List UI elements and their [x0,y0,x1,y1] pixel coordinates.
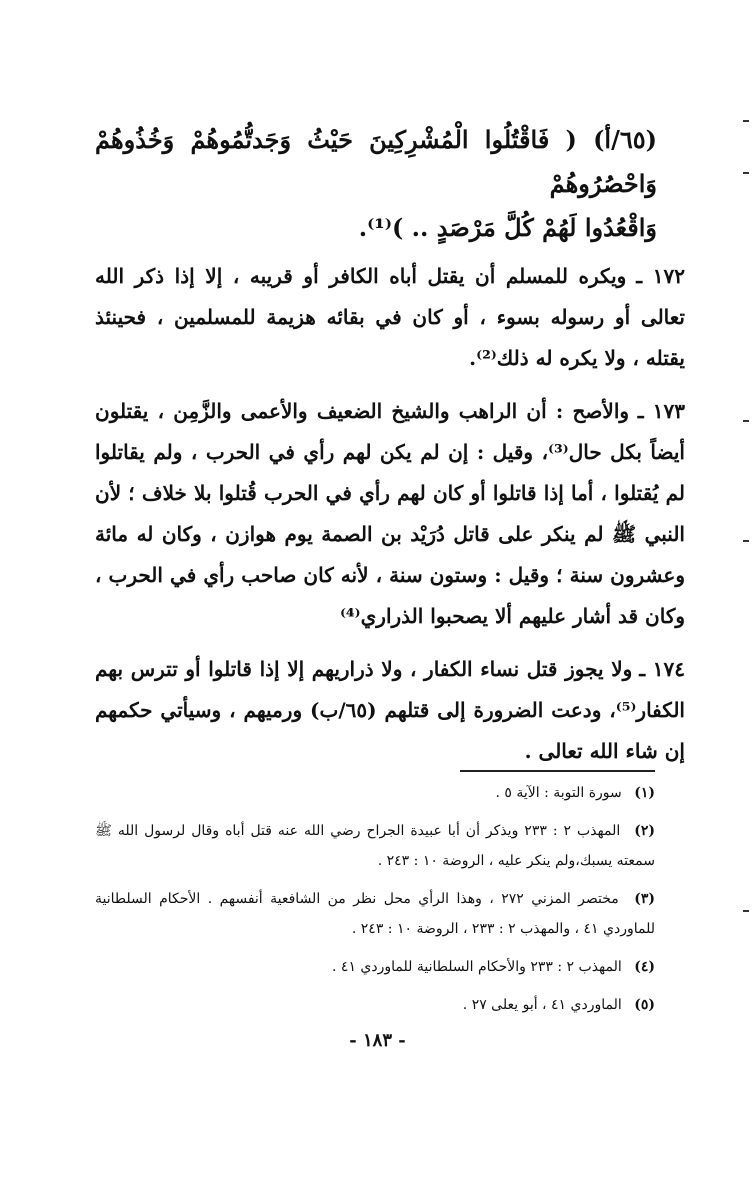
margin-mark [743,910,749,912]
margin-mark [743,172,749,174]
footnote-text: المهذب ٢ : ٢٣٣ ويذكر أن أبا عبيدة الجراح رضي الله عنه قتل أباه وقال لرسول الله ﷺ سمعته يسبك،ولم ينكر عليه ، الروضة ١٠ : ٢٤٣ . [95,823,655,869]
paragraph-number: ١٧٣ ـ [637,399,686,423]
footnote-number: (١) [634,785,655,801]
page-number: - ١٨٣ - [349,1030,406,1051]
margin-mark [743,540,749,542]
paragraph-173 [95,391,685,637]
footnote-text: المهذب ٢ : ٢٣٣ والأحكام السلطانية للماوردي ٤١ . [332,959,622,975]
footnote [95,816,655,876]
footnote [95,952,655,982]
footnote-divider [460,770,655,772]
quran-verse [95,118,685,250]
paragraph-text: ويكره للمسلم أن يقتل أباه الكافر أو قريبه ، إلا إذا ذكر الله تعالى أو رسوله بسوء ، أو كان في بقائه هزيمة للمسلمين ، فحينئذ يقتله ، ولا يكره له ذلك⁽²⁾. [95,264,685,370]
paragraph-text: والأصح : أن الراهب والشيخ الضعيف والأعمى والزَّمِن ، يقتلون أيضاً بكل حال⁽³⁾، وقيل : إن لم يكن لهم رأي في الحرب ، ولم يقاتلوا لم يُقتلوا ، أما إذا قاتلوا أو كان لهم رأي في الحرب قُتلوا بلا خلاف ؛ لأن النبي ﷺ لم ينكر على قاتل دُرَيْد بن الصمة يوم هوازن ، وكان له مائة وعشرون سنة ؛ وقيل : وستون سنة ، لأنه كان صاحب رأي في الحرب ، وكان قد أشار عليهم ألا يصحبوا الذراري⁽⁴⁾ [95,399,685,628]
paragraph-number: ١٧٢ ـ [636,264,685,288]
footnotes [95,778,655,1028]
paragraph-text: ولا يجوز قتل نساء الكفار ، ولا ذراريهم إلا إذا قاتلوا أو تترس بهم الكفار⁽⁵⁾، ودعت الضرورة إلى قتلهم (٦٥/ب) ورميهم ، وسيأتي حكمهم إن شاء الله تعالى . [95,657,685,763]
main-text [95,118,685,784]
footnote-number: (٤) [634,959,655,975]
paragraph-number: ١٧٤ ـ [639,657,685,681]
paragraph-174 [95,649,685,772]
footnote [95,778,655,808]
margin-mark [743,120,749,122]
footnote-text: مختصر المزني ٢٧٢ ، وهذا الرأي محل نظر من الشافعية أنفسهم . الأحكام السلطانية للماوردي ٤١ ، والمهذب ٢ : ٢٣٣ ، الروضة ١٠ : ٢٤٣ . [95,891,655,937]
footnote-number: (٢) [634,823,655,839]
margin-mark [743,420,749,422]
verse-line-1: (٦٥/أ) ( فَاقْتُلُوا الْمُشْرِكِينَ حَيْثُ وَجَدتُّمُوهُمْ وَخُذُوهُمْ وَاحْصُرُوهُمْ [95,125,657,198]
footnote-text: الماوردي ٤١ ، أبو يعلى ٢٧ . [462,997,622,1013]
footnote [95,990,655,1020]
footnote-number: (٣) [634,891,655,907]
footnote-number: (٥) [634,997,655,1013]
paragraph-172 [95,256,685,379]
verse-line-2: وَاقْعُدُوا لَهُمْ كُلَّ مَرْصَدٍ .. )⁽¹⁾. [358,213,657,242]
footnote [95,884,655,944]
footnote-text: سورة التوبة : الآية ٥ . [495,785,622,801]
